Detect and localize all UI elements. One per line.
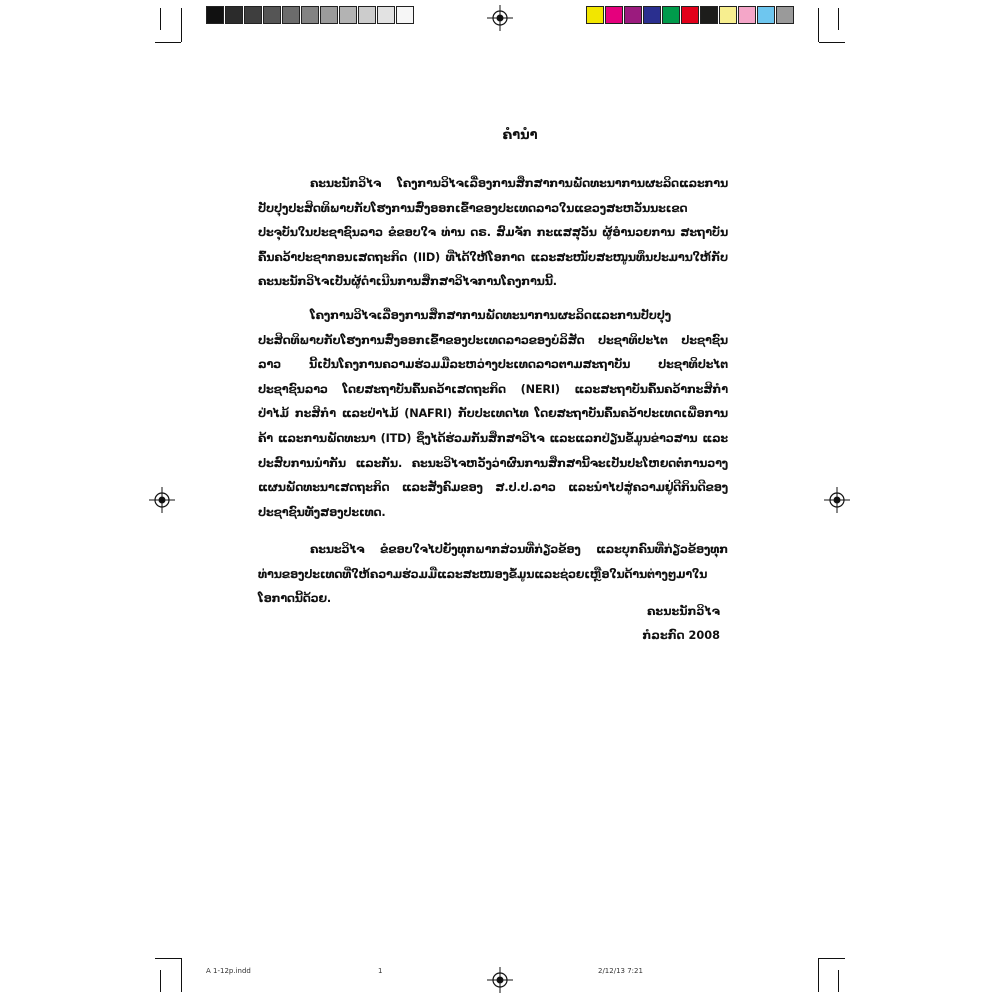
color-swatch	[301, 6, 319, 24]
color-swatch	[624, 6, 642, 24]
crop-mark	[818, 8, 819, 42]
color-swatch	[586, 6, 604, 24]
crop-mark	[818, 958, 819, 992]
crop-mark	[819, 42, 845, 43]
signature-block	[642, 600, 720, 648]
crop-mark	[155, 42, 181, 43]
paragraph-3: ຄະນະວິໄຈ ຂໍຂອບໃຈໄປຍັງທຸກພາກສ່ວນທີ່ກ່ຽວຂ້ອງ ແລະບຸກຄົນທີ່ກ່ຽວຂ້ອງທຸກທ່ານຂອງປະເທດທີ່ໃຫ້ຄວາມຮ່ວມມືແລະສະໜອງຂໍ້ມູນແລະຊ່ວຍເຫຼືອໃນດ້ານຕ່າງໆມາໃນໂອກາດນີ້ດ້ວຍ.	[258, 543, 728, 606]
crop-mark	[160, 8, 161, 30]
color-swatch	[282, 6, 300, 24]
color-swatch	[377, 6, 395, 24]
color-swatch	[396, 6, 414, 24]
color-swatch	[681, 6, 699, 24]
color-swatch	[358, 6, 376, 24]
registration-mark-icon	[824, 487, 850, 513]
color-swatch	[776, 6, 794, 24]
color-swatch	[339, 6, 357, 24]
crop-mark	[181, 8, 182, 42]
color-swatch	[662, 6, 680, 24]
color-swatch	[244, 6, 262, 24]
grayscale-color-bar	[206, 6, 415, 24]
color-swatch	[757, 6, 775, 24]
color-swatch	[700, 6, 718, 24]
registration-mark-icon	[487, 967, 513, 993]
crop-mark	[155, 958, 181, 959]
color-swatch	[738, 6, 756, 24]
color-swatch	[719, 6, 737, 24]
signature-date: ກໍລະກົດ 2008	[642, 629, 720, 642]
crop-mark	[181, 958, 182, 992]
paragraph-1: ຄະນະນັກວິໄຈ ໂຄງການວິໄຈເລື່ອງການສຶກສາການພັດທະນາການຜະລິດແລະການປັບປຸງປະສິດທິພາບກັບໂຮງການສົ່ງອອກເຂົ້າຂອງປະເທດລາວໃນແຂວງສະຫວັນນະເຂດ ປະຈຸບັນໃນປະຊາຊົນລາວ ຂໍຂອບໃຈ ທ່ານ ດຣ. ສົມຈັກ ກະແສສຸວັນ ຜູ້ອຳນວຍການ ສະຖາບັນຄົ້ນຄວ້າປະຊາກອນເສດຖະກິດ (IID) ທີ່ໄດ້ໃຫ້ໂອກາດ ແລະສະໜັບສະໜູນທຶນປະມານໃຫ້ກັບຄະນະນັກວິໄຈເປັນຜູ້ດຳເນີນການສຶກສາວິໄຈການໂຄງການນີ້.	[258, 177, 728, 289]
registration-mark-icon	[487, 5, 513, 31]
paragraph-2: ໂຄງການວິໄຈເລື່ອງການສຶກສາການພັດທະນາການຜະລິດແລະການປັບປຸງປະສິດທິພາບກັບໂຮງການສົ່ງອອກເຂົ້າຂອງປະເທດລາວຂອງບໍລິສັດ ປະຊາທິປະໄຕ ປະຊາຊົນລາວ ນີ້ເປັນໂຄງການຄວາມຮ່ວມມືລະຫວ່າງປະເທດລາວຕາມສະຖາບັນ ປະຊາທິປະໄຕ ປະຊາຊົນລາວ ໂດຍສະຖາບັນຄົ້ນຄວ້າເສດຖະກິດ (NERI) ແລະສະຖາບັນຄົ້ນຄວ້າກະສິກຳ ປ່າໄມ້ ກະສິກຳ ແລະປ່າໄມ້ (NAFRI) ກັບປະເທດໄທ ໂດຍສະຖາບັນຄົ້ນຄວ້າປະເທດເພື່ອການຄ້າ ແລະການພັດທະນາ (ITD) ຊຶ່ງໄດ້ຮ່ວມກັນສຶກສາວິໄຈ ແລະແລກປ່ຽນຂໍ້ມູນຂ່າວສານ ແລະປະສົບການນຳກັນ ແລະກັນ. ຄະນະວິໄຈຫວັງວ່າຜົນການສຶກສານີ້ຈະເປັນປະໂຫຍດຕໍ່ການວາງແຜນພັດທະນາເສດຖະກິດ ແລະສັງຄົມຂອງ ສ.ປ.ປ.ລາວ ແລະນຳໄປສູ່ຄວາມຢູ່ດີກິນດີຂອງປະຊາຊົນທັງສອງປະເທດ.	[258, 309, 728, 519]
slug-page-number: 1	[378, 967, 383, 975]
page-title: ຄຳນຳ	[502, 128, 538, 143]
color-swatch	[643, 6, 661, 24]
crop-mark	[160, 970, 161, 992]
slug-datetime: 2/12/13 7:21	[598, 967, 643, 975]
color-swatch	[263, 6, 281, 24]
slug-filename: A 1-12p.indd	[206, 967, 251, 975]
color-swatch	[225, 6, 243, 24]
crop-mark	[838, 8, 839, 30]
color-swatch	[320, 6, 338, 24]
registration-mark-icon	[149, 487, 175, 513]
crop-mark	[838, 970, 839, 992]
crop-mark	[819, 958, 845, 959]
color-swatch	[206, 6, 224, 24]
color-swatch	[605, 6, 623, 24]
process-color-bar	[586, 6, 795, 24]
signature-authors: ຄະນະນັກວິໄຈ	[646, 605, 720, 618]
